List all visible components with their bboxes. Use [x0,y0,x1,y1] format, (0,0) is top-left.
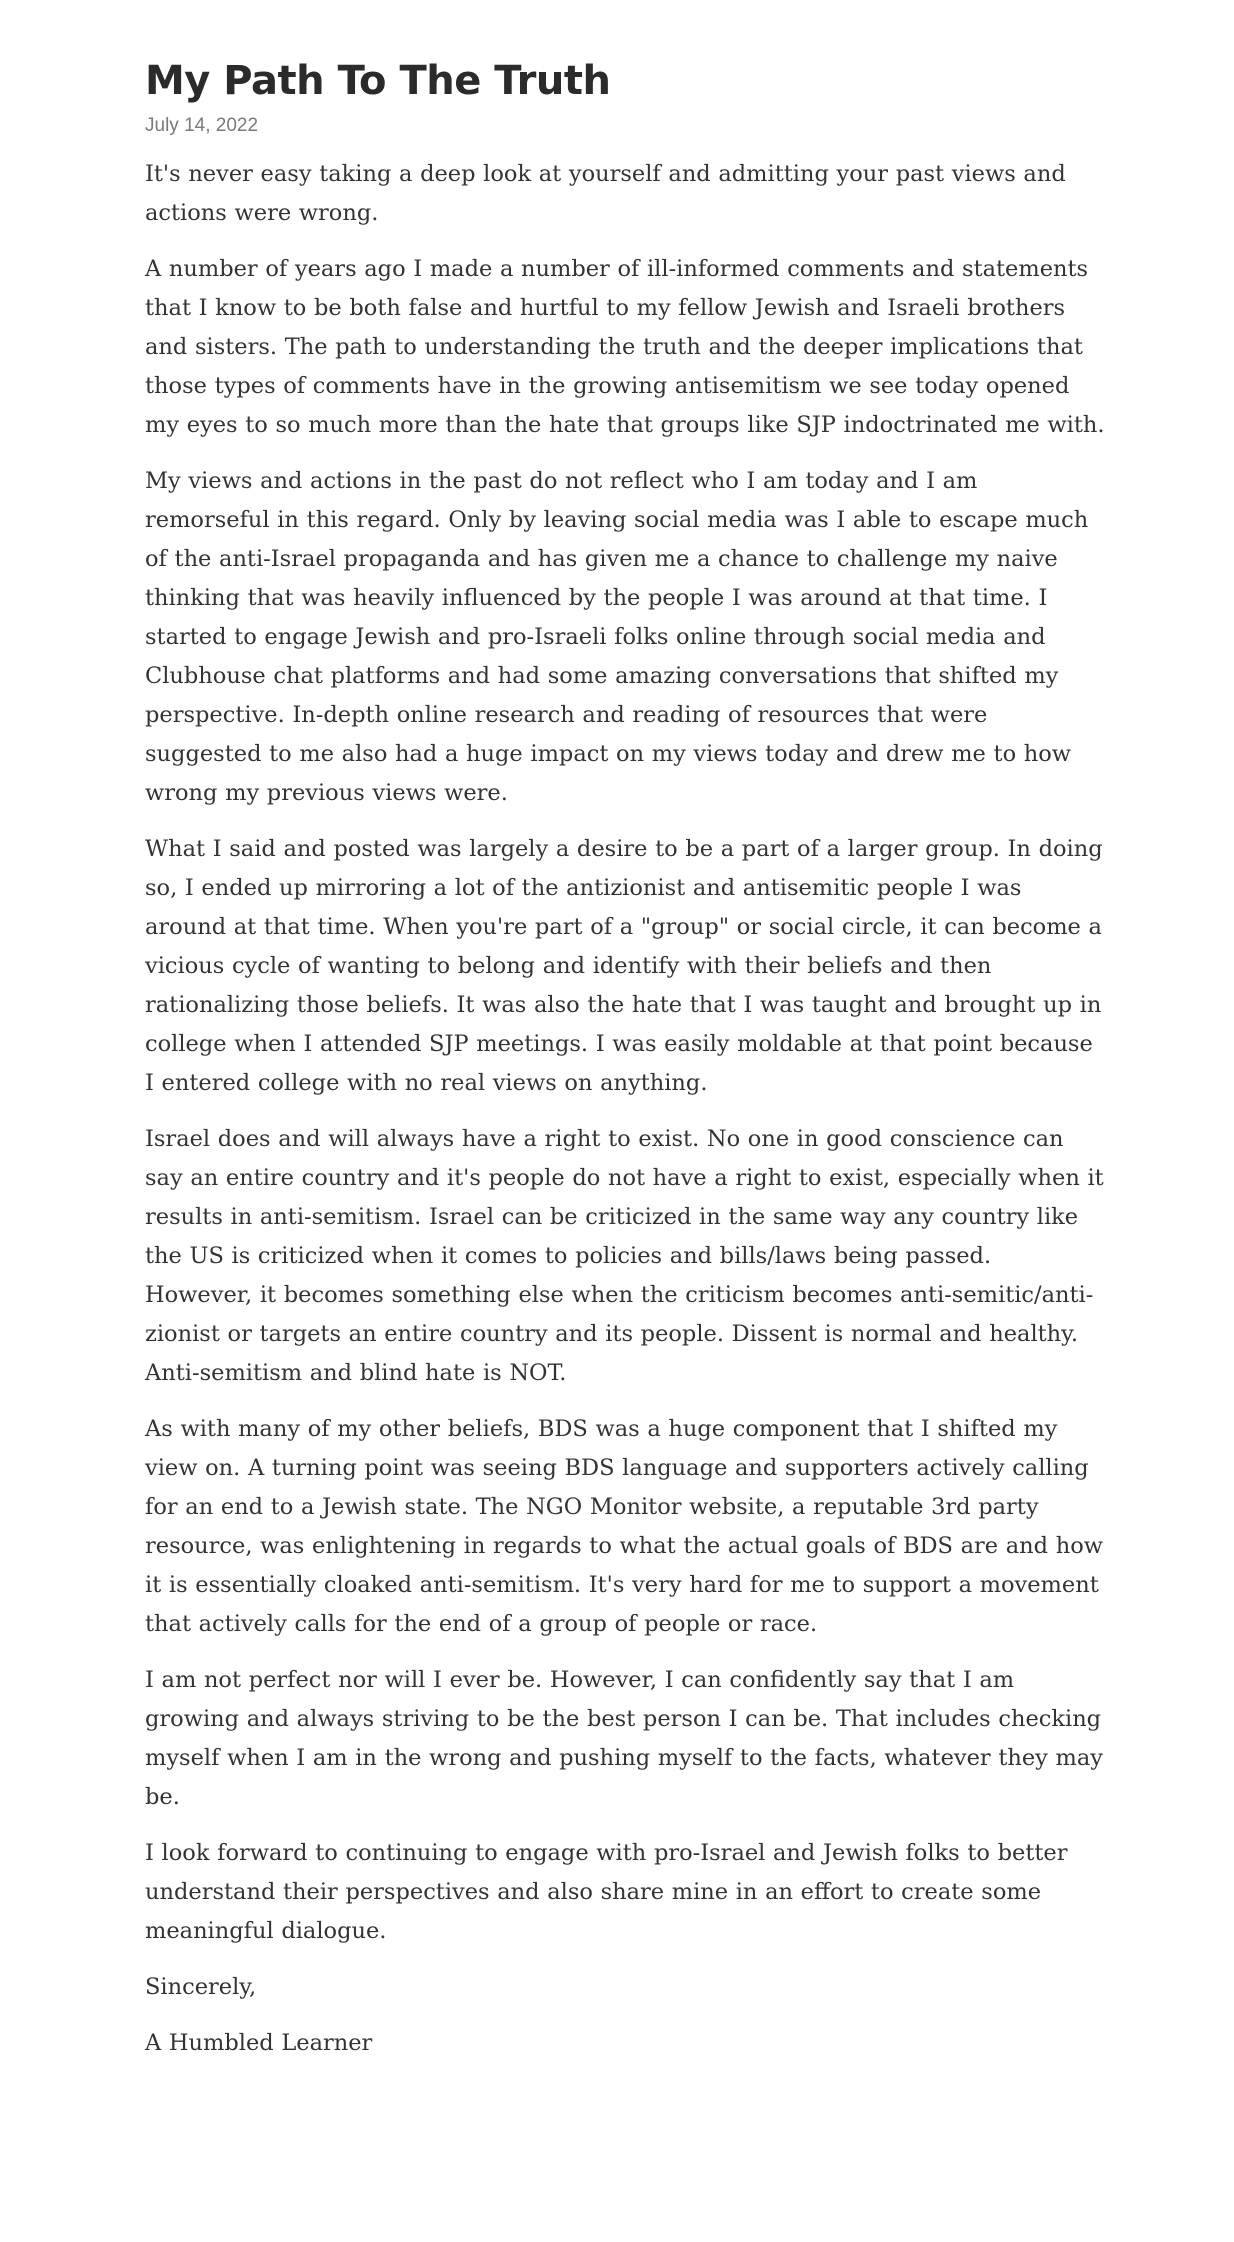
page-title: My Path To The Truth [145,58,611,104]
article-paragraph: I look forward to continuing to engage with pro-Israel and Jewish folks to better understand their perspectives and also share mine in an effort to create some meaningful dialogue. [145,1840,1068,1944]
article-paragraph: What I said and posted was largely a desire to be a part of a larger group. In doing so, I ended up mirroring a lot of the antizionist and antisemitic people I was around at that time. When you're part of a "group" or social circle, it can become a vicious cycle of wanting to belong and identify with their beliefs and then rationalizing those beliefs. It was also the hate that I was taught and brought up in college when I attended SJP meetings. I was easily moldable at that point because I entered college with no real views on anything. [145,836,1103,1096]
article-paragraph: I am not perfect nor will I ever be. However, I can confidently say that I am growing and always striving to be the best person I can be. That includes checking myself when I am in the wrong and pushing myself to the facts, whatever they may be. [145,1667,1104,1810]
publish-date: July 14, 2022 [145,115,259,136]
closing-salutation: Sincerely, [145,1974,257,2000]
article [145,52,1105,2080]
signature: A Humbled Learner [145,2030,373,2056]
article-paragraph: It's never easy taking a deep look at yourself and admitting your past views and actions were wrong. [145,161,1066,226]
article-paragraph: A number of years ago I made a number of ill-informed comments and statements that I know to be both false and hurtful to my fellow Jewish and Israeli brothers and sisters. The path to understanding the truth and the deeper implications that those types of comments have in the growing antisemitism we see today opened my eyes to so much more than the hate that groups like SJP indoctrinated me with. [145,256,1105,438]
article-paragraph: As with many of my other beliefs, BDS was a huge component that I shifted my view on. A turning point was seeing BDS language and supporters actively calling for an end to a Jewish state. The NGO Monitor website, a reputable 3rd party resource, was enlightening in regards to what the actual goals of BDS are and how it is essentially cloaked anti-semitism. It's very hard for me to support a movement that actively calls for the end of a group of people or race. [145,1416,1103,1637]
article-paragraph: My views and actions in the past do not reflect who I am today and I am remorseful in this regard. Only by leaving social media was I able to escape much of the anti-Israel propaganda and has given me a chance to challenge my naive thinking that was heavily influenced by the people I was around at that time. I started to engage Jewish and pro-Israeli folks online through social media and Clubhouse chat platforms and had some amazing conversations that shifted my perspective. In-depth online research and reading of resources that were suggested to me also had a huge impact on my views today and drew me to how wrong my previous views were. [145,468,1089,806]
article-paragraph: Israel does and will always have a right to exist. No one in good conscience can say an entire country and it's people do not have a right to exist, especially when it results in anti-semitism. Israel can be criticized in the same way any country like the US is criticized when it comes to policies and bills/laws being passed. However, it becomes something else when the criticism becomes anti-semitic/anti-zionist or targets an entire country and its people. Dissent is normal and healthy. Anti-semitism and blind hate is NOT. [145,1126,1104,1386]
